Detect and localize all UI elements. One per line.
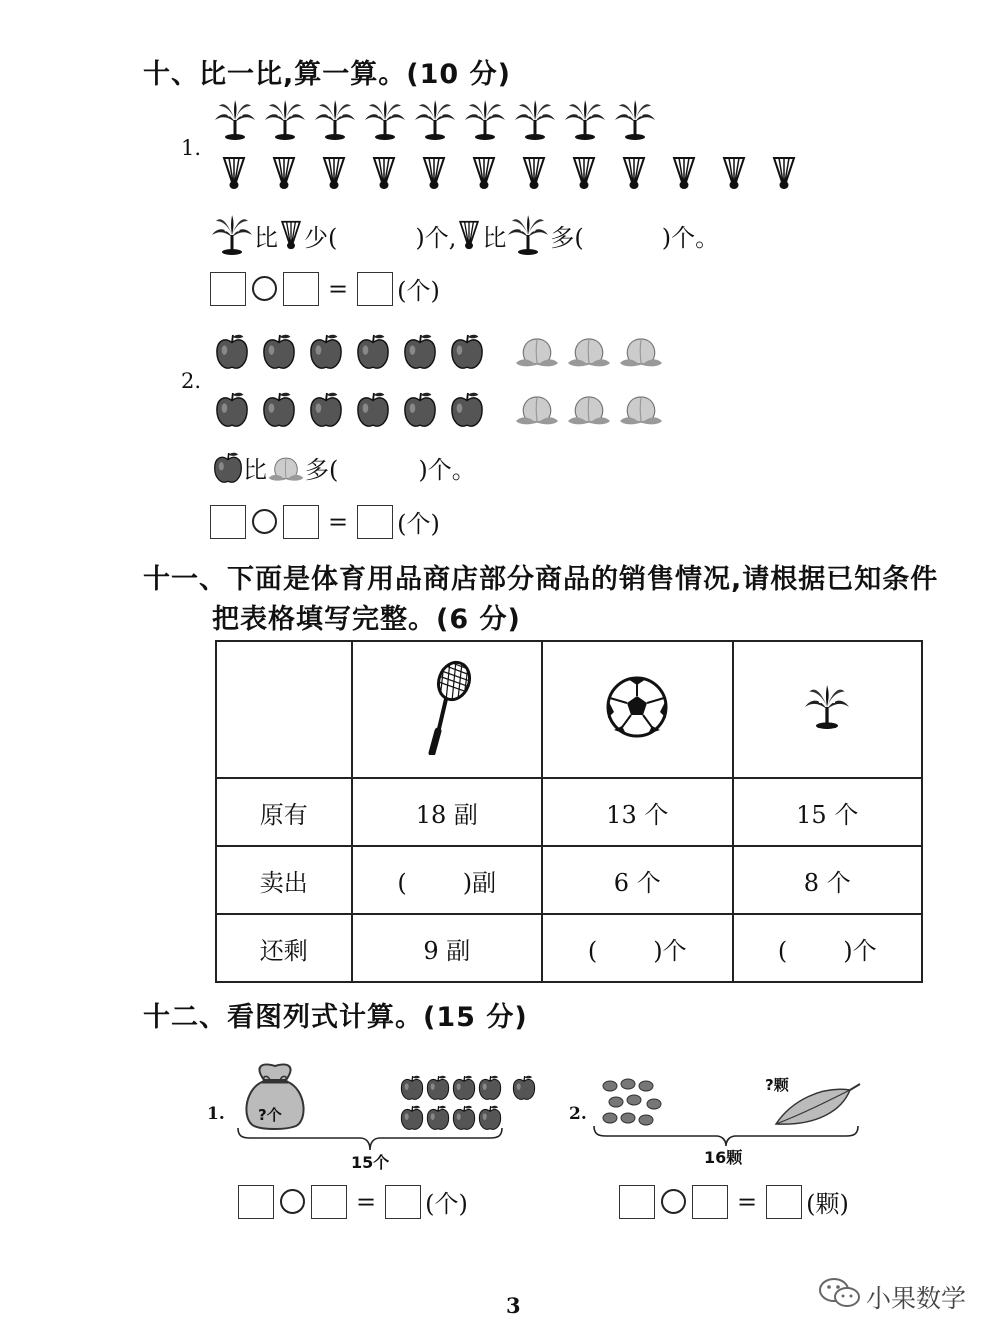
peach-icon xyxy=(514,333,560,369)
section-11-title-line-2: 把表格填写完整。(6 分) xyxy=(212,604,521,635)
racket-header-cell xyxy=(352,641,542,778)
shuttlecock-icon xyxy=(458,220,480,250)
table-cell-blank xyxy=(542,914,732,982)
answer-box[interactable] xyxy=(692,1185,728,1219)
shuttlecock-icon xyxy=(622,156,646,190)
apple-row-1 xyxy=(215,333,664,371)
sales-table xyxy=(215,640,923,983)
shuttlecock-icon xyxy=(672,156,696,190)
table-cell: 13 个 xyxy=(542,778,732,846)
plant-icon xyxy=(313,100,357,140)
equals-sign: = xyxy=(328,507,349,536)
shuttlecock-icon xyxy=(322,156,346,190)
apple-icon xyxy=(400,1074,424,1102)
peach-icon xyxy=(618,391,664,427)
apple-icon xyxy=(478,1074,502,1102)
operator-circle[interactable] xyxy=(252,509,277,534)
apple-icon xyxy=(262,391,296,429)
apple-icon xyxy=(512,1074,536,1102)
problem-2-total: 16颗 xyxy=(704,1148,743,1167)
table-cell-blank xyxy=(352,846,542,914)
more-open: 多( xyxy=(550,223,584,252)
shuttlecock-icon xyxy=(372,156,396,190)
peach-icon xyxy=(267,453,305,483)
shuttlecock-icon xyxy=(280,220,302,250)
section-11-title-line-1: 十一、下面是体育用品商店部分商品的销售情况,请根据已知条件 xyxy=(143,564,939,595)
more-close: )个。 xyxy=(661,223,720,252)
answer-box[interactable] xyxy=(385,1185,421,1219)
apple-row-2 xyxy=(215,391,664,429)
plant-icon xyxy=(799,685,855,729)
problem-2-number: 2. xyxy=(569,1104,587,1124)
plant-row xyxy=(213,100,657,140)
table-cell: 8 个 xyxy=(733,846,923,914)
table-cell: 6 个 xyxy=(542,846,732,914)
answer-box[interactable] xyxy=(238,1185,274,1219)
apple-icon xyxy=(403,333,437,371)
question-2-number: 2. xyxy=(181,369,202,393)
shuttlecock-icon xyxy=(572,156,596,190)
equals-sign: = xyxy=(356,1187,377,1216)
shuttlecock-icon xyxy=(222,156,246,190)
answer-box[interactable] xyxy=(210,505,246,539)
peach-icon xyxy=(618,333,664,369)
apple-icon xyxy=(213,451,243,485)
beans-icon xyxy=(600,1076,668,1128)
plant-icon xyxy=(413,100,457,140)
answer-box[interactable] xyxy=(210,272,246,306)
apples-top-row xyxy=(400,1074,536,1102)
shuttlecock-icon xyxy=(772,156,796,190)
apple-icon xyxy=(403,391,437,429)
page-number: 3 xyxy=(506,1293,521,1318)
compare-word: 比 xyxy=(482,223,507,252)
peach-icon xyxy=(514,391,560,427)
paren-close: )个 xyxy=(653,936,687,965)
answer-box[interactable] xyxy=(357,505,393,539)
answer-box[interactable] xyxy=(766,1185,802,1219)
row-label: 还剩 xyxy=(216,914,352,982)
plant-icon xyxy=(363,100,407,140)
question-1-sentence xyxy=(210,215,719,255)
question-1-equation xyxy=(210,271,440,306)
plant-icon xyxy=(210,215,254,255)
problem-1-number: 1. xyxy=(207,1104,225,1124)
section-12-title: 十二、看图列式计算。(15 分) xyxy=(143,1002,528,1033)
answer-box[interactable] xyxy=(357,272,393,306)
table-cell: 18 副 xyxy=(352,778,542,846)
more-close: )个。 xyxy=(418,456,476,484)
shuttlecock-row xyxy=(222,156,796,190)
row-label: 原有 xyxy=(216,778,352,846)
apple-icon xyxy=(215,333,249,371)
apple-icon xyxy=(309,333,343,371)
table-row xyxy=(216,778,922,846)
unit-label: (颗) xyxy=(806,1190,849,1218)
hidden-beans-question: ?颗 xyxy=(765,1076,789,1094)
answer-box[interactable] xyxy=(619,1185,655,1219)
unit-label: (个) xyxy=(397,510,440,538)
plant-header-cell xyxy=(733,641,923,778)
peach-icon xyxy=(566,391,612,427)
plant-icon xyxy=(463,100,507,140)
row-label: 卖出 xyxy=(216,846,352,914)
compare-word: 比 xyxy=(243,456,267,484)
question-2-sentence xyxy=(213,450,476,485)
table-cell: 15 个 xyxy=(733,778,923,846)
apple-icon xyxy=(356,391,390,429)
unit-label: (个) xyxy=(397,277,440,305)
paren-close: )副 xyxy=(462,868,497,897)
apple-icon xyxy=(452,1074,476,1102)
leaf-icon xyxy=(772,1080,862,1130)
paren-close: )个 xyxy=(843,936,877,965)
apple-icon xyxy=(450,391,484,429)
table-corner-cell xyxy=(216,641,352,778)
problem-1-equation xyxy=(238,1184,468,1219)
table-cell-blank xyxy=(733,914,923,982)
paren-open: ( xyxy=(587,936,598,965)
unit-label: (个) xyxy=(425,1190,468,1218)
shuttlecock-icon xyxy=(272,156,296,190)
question-2-equation xyxy=(210,504,440,539)
bag-label: ?个 xyxy=(258,1106,282,1124)
section-10-title: 十、比一比,算一算。(10 分) xyxy=(143,59,511,90)
operator-circle[interactable] xyxy=(661,1189,686,1214)
plant-icon xyxy=(513,100,557,140)
question-1-number: 1. xyxy=(181,136,202,160)
table-row xyxy=(216,914,922,982)
table-cell: 9 副 xyxy=(352,914,542,982)
equals-sign: = xyxy=(328,274,349,303)
shuttlecock-icon xyxy=(722,156,746,190)
apple-icon xyxy=(356,333,390,371)
apple-icon xyxy=(215,391,249,429)
more-open: 多( xyxy=(305,456,339,484)
table-row xyxy=(216,846,922,914)
plant-icon xyxy=(213,100,257,140)
problem-2-equation xyxy=(619,1184,849,1219)
shuttlecock-icon xyxy=(522,156,546,190)
paren-open: ( xyxy=(777,936,788,965)
plant-icon xyxy=(613,100,657,140)
answer-box[interactable] xyxy=(311,1185,347,1219)
answer-box[interactable] xyxy=(283,272,319,306)
plant-icon xyxy=(506,215,550,255)
apple-icon xyxy=(262,333,296,371)
operator-circle[interactable] xyxy=(252,276,277,301)
peach-icon xyxy=(566,333,612,369)
apple-icon xyxy=(426,1074,450,1102)
table-header-row xyxy=(216,641,922,778)
football-header-cell xyxy=(542,641,732,778)
brand-name: 小果数学 xyxy=(866,1284,967,1313)
plant-icon xyxy=(263,100,307,140)
compare-word: 比 xyxy=(254,223,278,252)
problem-1-total: 15个 xyxy=(351,1153,390,1172)
problem-1-brace xyxy=(236,1126,504,1152)
operator-circle[interactable] xyxy=(280,1189,305,1214)
apple-icon xyxy=(309,391,343,429)
wechat-icon xyxy=(818,1276,862,1310)
equals-sign: = xyxy=(737,1187,758,1216)
fewer-close: )个, xyxy=(415,223,457,252)
apple-icon xyxy=(450,333,484,371)
tennis-racket-icon xyxy=(422,659,472,755)
paren-open: ( xyxy=(397,868,407,897)
shuttlecock-icon xyxy=(422,156,446,190)
answer-box[interactable] xyxy=(283,505,319,539)
plant-icon xyxy=(563,100,607,140)
football-icon xyxy=(606,676,668,738)
fewer-open: 少( xyxy=(304,223,338,252)
shuttlecock-icon xyxy=(472,156,496,190)
